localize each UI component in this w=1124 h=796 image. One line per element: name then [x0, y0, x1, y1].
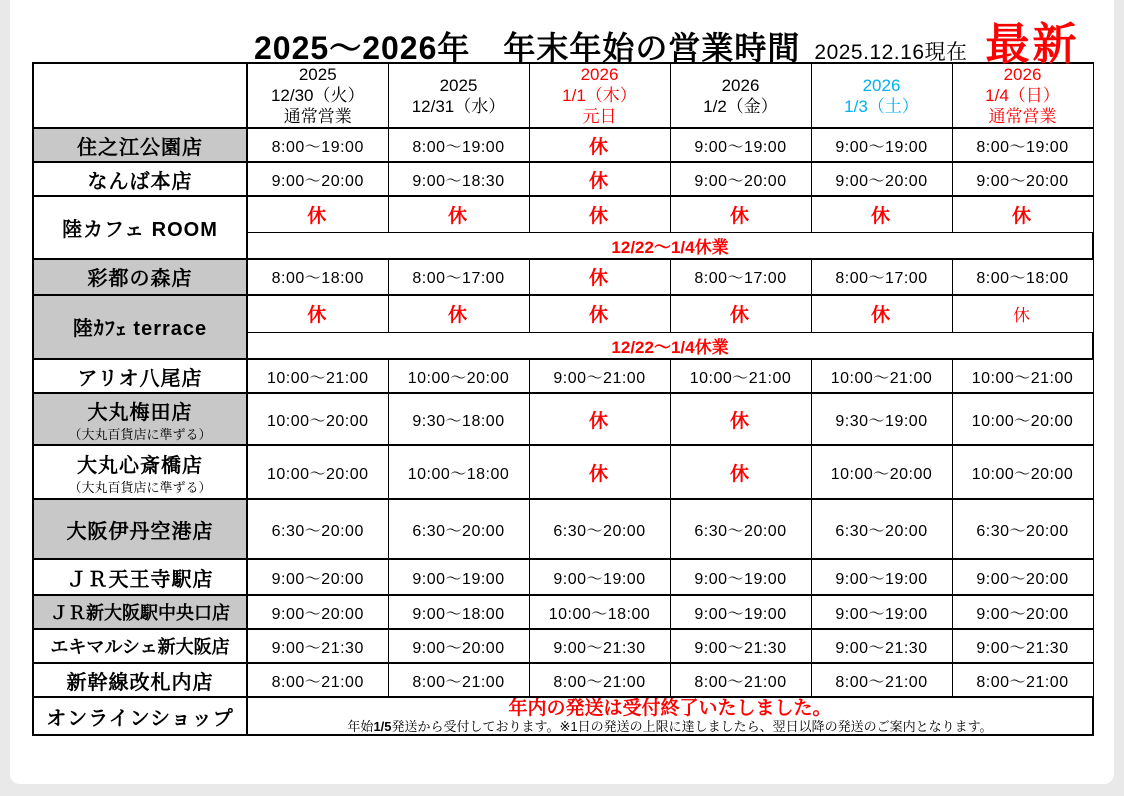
store-row-daimaru-shinsaibashi [33, 445, 1093, 499]
latest-badge: 最新 [985, 20, 1080, 69]
hours-cell: 8:00〜21:00 [388, 663, 529, 697]
store-row-jr-tennoji [33, 559, 1093, 595]
hours-cell: 9:00〜21:30 [670, 629, 811, 663]
hours-cell: 9:00〜20:00 [811, 162, 952, 196]
hours-cell: 休 [811, 295, 952, 333]
hours-cell: 10:00〜20:00 [388, 359, 529, 393]
store-name-cell: 大丸心斎橋店 （大丸百貨店に準ずる） [33, 445, 247, 499]
header-row [33, 63, 1093, 128]
closure-note: 12/22〜1/4休業 [247, 232, 1093, 259]
store-name-cell: 住之江公園店 [33, 128, 247, 162]
store-name-cell: アリオ八尾店 [33, 359, 247, 393]
hours-cell: 9:00〜20:00 [247, 162, 388, 196]
hours-cell: 8:00〜21:00 [811, 663, 952, 697]
store-row-jr-shinosaka-central [33, 595, 1093, 629]
store-row-ekimarche-shinosaka [33, 629, 1093, 663]
hours-cell: 9:00〜21:30 [247, 629, 388, 663]
hours-cell: 8:00〜17:00 [388, 259, 529, 295]
online-shop-notice-detail: 年始1/5発送から受付しております。※1日の発送の上限に達しましたら、翌日以降の発送のご案内となります。 [347, 719, 993, 734]
hours-cell: 9:30〜18:00 [388, 393, 529, 445]
date-header-1231: 2025 12/31（水） [388, 63, 529, 128]
hours-cell: 8:00〜21:00 [670, 663, 811, 697]
store-row-online-shop [33, 697, 1093, 735]
page-title: 2025〜2026年 年末年始の営業時間 [254, 30, 801, 66]
hours-cell: 10:00〜18:00 [529, 595, 670, 629]
hours-cell: 9:00〜19:00 [811, 595, 952, 629]
date-header-0103: 2026 1/3（土） [811, 63, 952, 128]
hours-cell: 10:00〜18:00 [388, 445, 529, 499]
hours-cell: 9:00〜19:00 [670, 559, 811, 595]
store-row-ario-yao [33, 359, 1093, 393]
date-header-0101: 2026 1/1（木） 元日 [529, 63, 670, 128]
hours-cell: 9:00〜18:30 [388, 162, 529, 196]
hours-cell: 9:00〜21:30 [811, 629, 952, 663]
hours-cell: 6:30〜20:00 [952, 499, 1093, 559]
hours-cell: 10:00〜21:00 [247, 359, 388, 393]
hours-cell: 9:00〜19:00 [529, 559, 670, 595]
hours-cell: 6:30〜20:00 [529, 499, 670, 559]
hours-cell: 9:00〜20:00 [670, 162, 811, 196]
hours-cell: 休 [529, 259, 670, 295]
page-panel [10, 0, 1114, 784]
store-name-cell: 彩都の森店 [33, 259, 247, 295]
hours-cell: 休 [529, 445, 670, 499]
hours-cell: 休 [388, 196, 529, 232]
hours-cell: 8:00〜19:00 [952, 128, 1093, 162]
store-name-cell: ＪＲ新大阪駅中央口店 [33, 595, 247, 629]
hours-cell: 休 [529, 295, 670, 333]
closure-note: 12/22〜1/4休業 [247, 333, 1093, 360]
hours-cell: 9:00〜20:00 [952, 162, 1093, 196]
title-bar [10, 0, 1114, 69]
hours-cell: 9:00〜19:00 [388, 559, 529, 595]
store-name-cell: エキマルシェ新大阪店 [33, 629, 247, 663]
hours-cell: 9:00〜21:00 [529, 359, 670, 393]
hours-cell: 休 [670, 445, 811, 499]
store-name-subnote: （大丸百貨店に準ずる） [68, 479, 212, 495]
hours-cell: 6:30〜20:00 [670, 499, 811, 559]
store-row-daimaru-umeda [33, 393, 1093, 445]
hours-cell: 8:00〜17:00 [670, 259, 811, 295]
store-name-cell: 大丸梅田店 （大丸百貨店に準ずる） [33, 393, 247, 445]
hours-cell: 8:00〜18:00 [952, 259, 1093, 295]
store-name-cell: なんば本店 [33, 162, 247, 196]
hours-cell: 10:00〜20:00 [247, 393, 388, 445]
as-of-date: 2025.12.16現在 [814, 41, 968, 64]
hours-cell: 9:00〜18:00 [388, 595, 529, 629]
hours-cell: 8:00〜21:00 [952, 663, 1093, 697]
hours-cell: 8:00〜17:00 [811, 259, 952, 295]
hours-cell: 9:00〜19:00 [811, 128, 952, 162]
hours-cell: 6:30〜20:00 [388, 499, 529, 559]
hours-cell: 8:00〜18:00 [247, 259, 388, 295]
corner-cell [33, 63, 247, 128]
online-shop-notice [247, 697, 1093, 735]
hours-cell: 6:30〜20:00 [247, 499, 388, 559]
store-row-cafe-room [33, 196, 1093, 232]
store-name-cell: オンラインショップ [33, 697, 247, 735]
hours-cell: 10:00〜21:00 [670, 359, 811, 393]
hours-cell: 休 [529, 128, 670, 162]
hours-cell: 10:00〜20:00 [247, 445, 388, 499]
hours-cell: 10:00〜20:00 [952, 445, 1093, 499]
hours-cell: 9:00〜21:30 [952, 629, 1093, 663]
hours-cell: 8:00〜21:00 [529, 663, 670, 697]
hours-cell: 休 [529, 196, 670, 232]
store-row-saito [33, 259, 1093, 295]
hours-cell: 10:00〜21:00 [811, 359, 952, 393]
store-name-cell: 陸カフェ ROOM [33, 196, 247, 259]
hours-cell: 9:00〜19:00 [670, 128, 811, 162]
hours-cell: 休 [952, 196, 1093, 232]
hours-cell: 休 [811, 196, 952, 232]
hours-cell: 休 [247, 196, 388, 232]
hours-cell: 9:00〜20:00 [952, 595, 1093, 629]
hours-cell: 9:00〜20:00 [247, 559, 388, 595]
store-row-itami-airport [33, 499, 1093, 559]
store-name-cell: 陸ｶﾌｪ terrace [33, 295, 247, 360]
hours-cell: 8:00〜19:00 [388, 128, 529, 162]
hours-cell: 8:00〜21:00 [247, 663, 388, 697]
hours-cell: 休 [529, 393, 670, 445]
hours-cell: 9:00〜20:00 [952, 559, 1093, 595]
hours-cell: 9:00〜20:00 [247, 595, 388, 629]
hours-cell: 9:00〜19:00 [670, 595, 811, 629]
online-shop-notice-headline: 年内の発送は受付終了いたしました。 [508, 698, 832, 719]
date-header-0104: 2026 1/4（日） 通常営業 [952, 63, 1093, 128]
hours-cell: 9:30〜19:00 [811, 393, 952, 445]
hours-cell: 休 [670, 196, 811, 232]
hours-cell: 10:00〜20:00 [811, 445, 952, 499]
store-row-namba [33, 162, 1093, 196]
hours-cell: 休 [529, 162, 670, 196]
business-hours-table [32, 62, 1094, 736]
hours-cell: 休 [670, 295, 811, 333]
hours-cell: 10:00〜20:00 [952, 393, 1093, 445]
hours-cell: 休 [247, 295, 388, 333]
store-name-cell: 新幹線改札内店 [33, 663, 247, 697]
hours-cell: 休 [388, 295, 529, 333]
hours-cell: 6:30〜20:00 [811, 499, 952, 559]
store-name-subnote: （大丸百貨店に準ずる） [68, 426, 212, 442]
store-row-shinkansen-gate [33, 663, 1093, 697]
hours-cell: 8:00〜19:00 [247, 128, 388, 162]
hours-cell: 休 [952, 295, 1093, 333]
hours-cell: 休 [670, 393, 811, 445]
store-name-cell: ＪＲ天王寺駅店 [33, 559, 247, 595]
hours-cell: 9:00〜20:00 [388, 629, 529, 663]
store-name-cell: 大阪伊丹空港店 [33, 499, 247, 559]
store-row-suminoe [33, 128, 1093, 162]
hours-cell: 9:00〜19:00 [811, 559, 952, 595]
date-header-0102: 2026 1/2（金） [670, 63, 811, 128]
hours-cell: 9:00〜21:30 [529, 629, 670, 663]
date-header-1230: 2025 12/30（火） 通常営業 [247, 63, 388, 128]
hours-cell: 10:00〜21:00 [952, 359, 1093, 393]
store-row-cafe-terrace [33, 295, 1093, 333]
